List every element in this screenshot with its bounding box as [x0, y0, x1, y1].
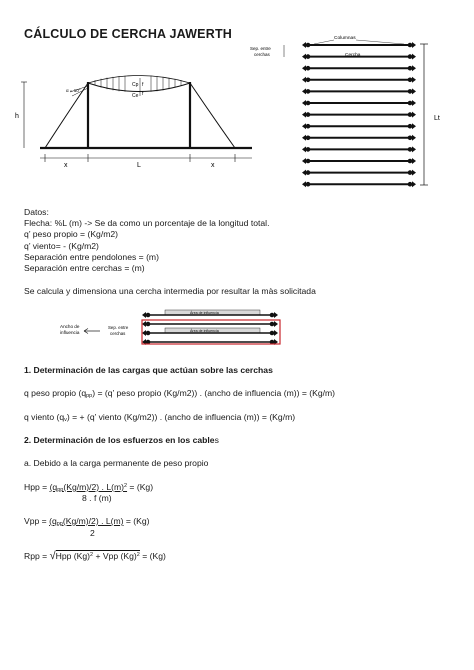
x-right-label: x — [211, 162, 215, 169]
sep-label-2: cerchas — [254, 52, 270, 57]
vpp-rhs: = (Kg) — [123, 516, 150, 526]
vpp-numerator: (qpp(Kg/m)/2) . L(m) — [49, 516, 124, 527]
plan-truss-row — [302, 77, 416, 83]
sqrt-symbol: √ — [49, 550, 56, 562]
influence-truss-row — [142, 321, 278, 327]
f2-label: f — [142, 91, 144, 97]
qpp-formula — [24, 388, 335, 402]
plan-diagram — [246, 30, 462, 190]
rpp-radicand: Hpp $(Kg)^2$ + Vpp $(Kg)^2$ — [55, 551, 140, 561]
vpp-formula — [24, 516, 150, 530]
elevation-diagram — [10, 72, 260, 177]
area-label-2: Área de influencia — [190, 328, 219, 333]
page-title: CÁLCULO DE CERCHA JAWERTH — [24, 27, 233, 41]
qv-part-b: ) = + (q’ viento (Kg/m2)) . (ancho de influencia (m)) = (Kg/m) — [66, 412, 296, 422]
x-left-label: x — [64, 162, 68, 169]
qv-part-a: q viento (q — [24, 412, 65, 422]
influence-diagram — [50, 302, 310, 352]
alpha-label: α = 10° — [66, 88, 81, 93]
plan-truss-row — [302, 146, 416, 152]
datos-heading: Datos: — [24, 207, 49, 217]
qv-sub: v — [64, 417, 67, 423]
hpp-rhs: = (Kg) — [127, 482, 154, 492]
plan-truss-row — [302, 170, 416, 176]
hpp-lhs: Hpp = — [24, 482, 50, 492]
subsection-a: a. Debido a la carga permanente de peso propio — [24, 458, 209, 468]
datos-line-peso: q’ peso propio = (Kg/m2) — [24, 229, 119, 240]
plan-truss-row — [302, 158, 416, 164]
cercha-label: Cercha — [345, 53, 361, 58]
sep-infl-label-2: cerchas — [110, 331, 126, 336]
section2-heading-tail: s — [214, 435, 219, 445]
qpp-sub: pp — [86, 393, 93, 399]
ancho-label-1: Ancho de — [60, 324, 80, 329]
plan-truss-row — [302, 100, 416, 106]
plan-truss-row — [302, 123, 416, 129]
hpp-numerator: (qpp(Kg/m)/2) . $L(m)^2$ — [49, 482, 128, 493]
columnas-label: Columnas — [334, 36, 356, 41]
section2-heading — [24, 435, 219, 445]
plan-truss-row — [302, 135, 416, 141]
f1-label: f — [142, 82, 144, 88]
vpp-denominator: 2 — [90, 528, 95, 538]
plan-truss-row — [302, 181, 416, 187]
plan-truss-row — [302, 88, 416, 94]
top-cable — [88, 76, 190, 84]
hpp-denominator: 8 . f (m) — [82, 493, 112, 503]
section1-heading: 1. Determinación de las cargas que actúan sobre las cerchas — [24, 365, 273, 375]
sep-infl-label-1: Sep. entre — [108, 325, 129, 330]
l-label: L — [137, 162, 141, 169]
datos-line-viento: q’ viento= - (Kg/m2) — [24, 240, 99, 251]
rpp-lhs: Rpp = — [24, 551, 50, 561]
ancho-label-2: influencia — [60, 330, 80, 335]
qpp-part-a: q peso propio (q — [24, 388, 87, 398]
ce-label: Ce — [132, 93, 139, 99]
right-stay — [190, 83, 235, 148]
vpp-lhs: Vpp = — [24, 516, 50, 526]
datos-line-cerchas: Separación entre cerchas = (m) — [24, 263, 145, 274]
datos-line-pendolones: Separación entre pendolones = (m) — [24, 251, 159, 262]
cp-label: Cp — [132, 82, 139, 88]
section2-heading-text: 2. Determinación de los esfuerzos en los cable — [24, 435, 215, 445]
plan-truss-row — [302, 112, 416, 118]
area-label-1: Área de influencia — [190, 310, 219, 315]
intro-text: Se calcula y dimensiona una cercha intermedia por resultar la màs solicitada — [24, 286, 316, 296]
datos-block — [24, 207, 269, 274]
datos-line-flecha: Flecha: %L (m) -> Se da como un porcentaje de la longitud total. — [24, 218, 270, 229]
qpp-part-b: ) = (q’ peso propio (Kg/m2)) . (ancho de influencia (m)) = (Kg/m) — [92, 388, 336, 398]
sep-label-1: Sep. entre — [250, 46, 271, 51]
h-label: h — [15, 113, 19, 120]
upper-cable — [88, 83, 190, 92]
rpp-rhs: = (Kg) — [139, 551, 166, 561]
qv-formula — [24, 412, 295, 426]
plan-truss-row — [302, 65, 416, 71]
rpp-formula — [24, 550, 166, 562]
lt-label: Lt — [434, 115, 440, 122]
truss-rows — [302, 42, 416, 187]
